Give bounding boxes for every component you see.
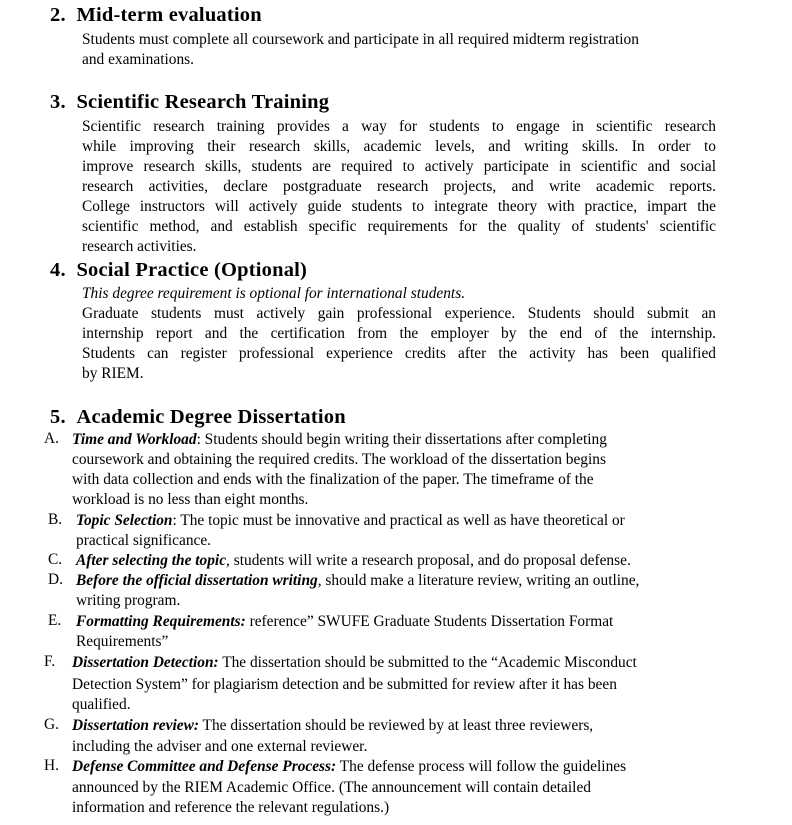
list-item-line: including the adviser and one external reviewer.: [72, 738, 368, 755]
paragraph-line: scientific method, and establish specific requirements for the quality of students' scientific: [82, 218, 716, 235]
list-item-text: : Students should begin writing their dissertations after completing: [196, 431, 607, 448]
section-title: Scientific Research Training: [76, 91, 330, 113]
list-item-text: , should make a literature review, writing an outline,: [317, 572, 640, 589]
list-item-text: : The topic must be innovative and practical as well as have theoretical or: [172, 512, 625, 529]
paragraph-line: Graduate students must actively gain professional experience. Students should submit an: [82, 305, 716, 322]
list-letter: C.: [48, 551, 63, 568]
list-letter: E.: [48, 612, 62, 629]
paragraph-line: research activities, declare postgraduate research projects, and write academic reports.: [82, 178, 716, 195]
list-item-line: information and reference the relevant regulations.): [72, 799, 390, 816]
list-item-first-line: [76, 612, 613, 632]
paragraph-line: College instructors will actively guide students to integrate theory with practice, impart the: [82, 198, 716, 215]
list-item-first-line: [72, 716, 593, 736]
list-item-term: Defense Committee and Defense Process:: [72, 758, 337, 775]
section-number: 3.: [50, 91, 66, 113]
section-3-heading: [50, 91, 329, 114]
list-item-line: announced by the RIEM Academic Office. (The announcement will contain detailed: [72, 779, 591, 796]
list-item-term: Before the official dissertation writing: [76, 572, 318, 589]
list-item-line: coursework and obtaining the required credits. The workload of the dissertation begins: [72, 451, 606, 468]
list-letter: B.: [48, 511, 63, 528]
section-2-heading: [50, 4, 262, 27]
list-item-first-line: [76, 551, 631, 571]
list-item-line: practical significance.: [76, 532, 212, 549]
list-item-text: The defense process will follow the guidelines: [336, 758, 627, 775]
section-title: Social Practice (Optional): [76, 259, 308, 281]
list-item-text: , students will write a research proposal, and do proposal defense.: [226, 552, 631, 569]
section-title: Mid-term evaluation: [76, 4, 262, 26]
paragraph-line: Students can register professional experience credits after the activity has been qualified: [82, 345, 716, 362]
section-4-heading: [50, 259, 307, 282]
list-item-term: Dissertation Detection:: [72, 654, 219, 671]
list-item-term: Formatting Requirements:: [76, 613, 246, 630]
paragraph-line: internship report and the certification from the employer by the end of the internship.: [82, 325, 716, 342]
section-5-heading: [50, 406, 346, 429]
list-letter: H.: [44, 757, 59, 774]
list-item-term: After selecting the topic: [76, 552, 227, 569]
list-item-term: Dissertation review:: [72, 717, 199, 734]
list-item-term: Time and Workload: [72, 431, 197, 448]
list-letter: G.: [44, 716, 59, 733]
list-letter: F.: [44, 653, 56, 670]
list-item-line: Detection System” for plagiarism detection and be submitted for review after it has been: [72, 676, 617, 693]
paragraph-line: improve research skills, students are required to actively participate in scientific and social: [82, 158, 716, 175]
section-number: 2.: [50, 4, 66, 26]
list-item-text: reference” SWUFE Graduate Students Dissertation Format: [245, 613, 614, 630]
paragraph-line: research activities.: [82, 238, 197, 255]
list-item-line: with data collection and ends with the finalization of the paper. The timeframe of the: [72, 471, 594, 488]
list-item-first-line: [72, 653, 637, 673]
list-item-first-line: [72, 757, 626, 777]
list-item-line: writing program.: [76, 592, 181, 609]
list-item-text: The dissertation should be submitted to the “Academic Misconduct: [218, 654, 637, 671]
list-item-first-line: [72, 430, 607, 450]
paragraph-line: Students must complete all coursework and participate in all required midterm registration: [82, 31, 639, 48]
list-item-line: workload is no less than eight months.: [72, 491, 309, 508]
list-item-line: qualified.: [72, 696, 131, 713]
paragraph-line: by RIEM.: [82, 365, 144, 382]
paragraph-line: while improving their research skills, academic levels, and writing skills. In order to: [82, 138, 716, 155]
paragraph-line: Scientific research training provides a way for students to engage in scientific research: [82, 118, 716, 135]
list-item-first-line: [76, 511, 625, 531]
optional-note: This degree requirement is optional for international students.: [82, 285, 466, 302]
list-item-term: Topic Selection: [76, 512, 173, 529]
paragraph-line: and examinations.: [82, 51, 194, 68]
list-item-text: The dissertation should be reviewed by at least three reviewers,: [198, 717, 594, 734]
section-title: Academic Degree Dissertation: [76, 406, 346, 428]
list-item-first-line: [76, 571, 639, 591]
section-number: 4.: [50, 259, 66, 281]
list-letter: D.: [48, 571, 63, 588]
section-number: 5.: [50, 406, 66, 428]
list-item-line: Requirements”: [76, 633, 169, 650]
list-letter: A.: [44, 430, 59, 447]
